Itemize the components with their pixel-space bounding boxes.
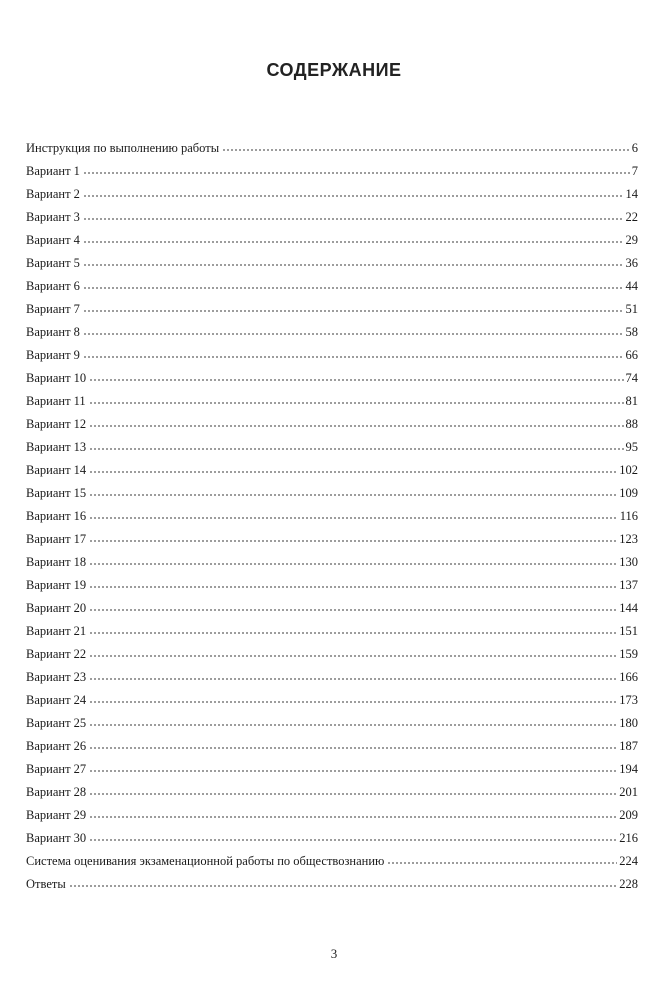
toc-entry xyxy=(26,753,638,776)
toc-entry-page: 66 xyxy=(625,348,638,362)
toc-entry-label: Вариант 5 xyxy=(26,256,80,270)
toc-dot-leader xyxy=(89,677,617,681)
toc-entry xyxy=(26,592,638,615)
toc-entry-label: Вариант 20 xyxy=(26,601,87,615)
toc-entry-label: Вариант 17 xyxy=(26,532,87,546)
toc-dot-leader xyxy=(89,769,617,773)
toc-entry-page: 194 xyxy=(619,762,638,776)
toc-entry-label: Вариант 26 xyxy=(26,739,87,753)
toc-entry xyxy=(26,454,638,477)
toc-entry xyxy=(26,385,638,408)
toc-entry-label: Вариант 2 xyxy=(26,187,80,201)
toc-entry-page: 116 xyxy=(619,509,638,523)
toc-entry xyxy=(26,155,638,178)
toc-entry xyxy=(26,776,638,799)
toc-dot-leader xyxy=(387,861,617,865)
toc-entry-label: Вариант 23 xyxy=(26,670,87,684)
toc-entry-label: Вариант 18 xyxy=(26,555,87,569)
toc-entry-label: Вариант 4 xyxy=(26,233,80,247)
toc-entry-page: 130 xyxy=(619,555,638,569)
toc-entry xyxy=(26,178,638,201)
toc-dot-leader xyxy=(83,171,630,175)
toc-entry xyxy=(26,822,638,845)
toc-entry-page: 51 xyxy=(625,302,638,316)
toc-entry xyxy=(26,661,638,684)
toc-dot-leader xyxy=(89,493,617,497)
toc-entry-page: 81 xyxy=(625,394,638,408)
toc-entry-label: Вариант 6 xyxy=(26,279,80,293)
toc-entry-page: 7 xyxy=(631,164,638,178)
toc-entry xyxy=(26,868,638,891)
toc-dot-leader xyxy=(89,378,623,382)
toc-dot-leader xyxy=(89,608,617,612)
toc-dot-leader xyxy=(89,585,617,589)
toc-entry-label: Вариант 10 xyxy=(26,371,87,385)
toc-entry xyxy=(26,638,638,661)
toc-entry-label: Вариант 1 xyxy=(26,164,80,178)
page-number: 3 xyxy=(330,946,338,961)
toc-entry-label: Вариант 14 xyxy=(26,463,87,477)
toc-entry-page: 95 xyxy=(625,440,638,454)
toc-dot-leader xyxy=(89,447,623,451)
toc-entry-label: Вариант 9 xyxy=(26,348,80,362)
toc-entry-page: 36 xyxy=(625,256,638,270)
toc-entry-label: Ответы xyxy=(26,877,66,891)
toc-entry xyxy=(26,224,638,247)
toc-dot-leader xyxy=(83,263,624,267)
toc-dot-leader xyxy=(89,562,617,566)
toc-entry-page: 44 xyxy=(625,279,638,293)
toc-entry-label: Вариант 8 xyxy=(26,325,80,339)
toc-entry-label: Вариант 7 xyxy=(26,302,80,316)
toc-dot-leader xyxy=(69,884,618,888)
toc-dot-leader xyxy=(83,332,624,336)
toc-entry-page: 88 xyxy=(625,417,638,431)
toc-entry-page: 173 xyxy=(619,693,638,707)
toc-entry-page: 144 xyxy=(619,601,638,615)
toc-entry xyxy=(26,569,638,592)
toc-entry-label: Вариант 25 xyxy=(26,716,87,730)
toc-entry xyxy=(26,362,638,385)
toc-entry xyxy=(26,684,638,707)
toc-dot-leader xyxy=(89,815,617,819)
toc-entry-label: Вариант 30 xyxy=(26,831,87,845)
toc-dot-leader xyxy=(89,723,617,727)
toc-entry xyxy=(26,799,638,822)
toc-entry-label: Вариант 28 xyxy=(26,785,87,799)
toc-entry xyxy=(26,523,638,546)
toc-entry xyxy=(26,270,638,293)
toc-entry-page: 180 xyxy=(619,716,638,730)
toc-entry-label: Вариант 27 xyxy=(26,762,87,776)
toc-entry-label: Вариант 22 xyxy=(26,647,87,661)
toc-entry xyxy=(26,730,638,753)
toc-dot-leader xyxy=(89,746,617,750)
toc-entry-label: Инструкция по выполнению работы xyxy=(26,141,220,155)
toc-entry-label: Вариант 21 xyxy=(26,624,87,638)
toc-entry-page: 14 xyxy=(625,187,638,201)
toc-entry xyxy=(26,293,638,316)
toc-entry-page: 123 xyxy=(619,532,638,546)
toc-entry-page: 109 xyxy=(619,486,638,500)
toc-entry xyxy=(26,339,638,362)
toc-dot-leader xyxy=(83,194,624,198)
toc-entry xyxy=(26,615,638,638)
toc-entry-page: 228 xyxy=(619,877,638,891)
toc-entry xyxy=(26,845,638,868)
toc-entry-label: Вариант 15 xyxy=(26,486,87,500)
toc-entry xyxy=(26,408,638,431)
toc-entry xyxy=(26,500,638,523)
toc-dot-leader xyxy=(83,240,624,244)
toc-entry xyxy=(26,201,638,224)
toc-dot-leader xyxy=(89,470,617,474)
toc-entry-label: Вариант 13 xyxy=(26,440,87,454)
toc-entry-page: 137 xyxy=(619,578,638,592)
toc-dot-leader xyxy=(222,148,630,152)
toc-entry-page: 187 xyxy=(619,739,638,753)
toc-entry-page: 29 xyxy=(625,233,638,247)
toc-entry-label: Вариант 29 xyxy=(26,808,87,822)
toc-dot-leader xyxy=(89,424,623,428)
toc-entry xyxy=(26,247,638,270)
toc-dot-leader xyxy=(83,309,624,313)
toc-entry xyxy=(26,546,638,569)
table-of-contents xyxy=(26,132,638,891)
toc-dot-leader xyxy=(83,217,624,221)
toc-entry-page: 22 xyxy=(625,210,638,224)
toc-entry-label: Вариант 11 xyxy=(26,394,86,408)
toc-dot-leader xyxy=(89,631,617,635)
toc-entry-page: 224 xyxy=(619,854,638,868)
toc-entry-label: Система оценивания экзаменационной работы по обществознанию xyxy=(26,854,385,868)
toc-entry xyxy=(26,707,638,730)
toc-entry-page: 6 xyxy=(631,141,638,155)
toc-entry xyxy=(26,132,638,155)
toc-dot-leader xyxy=(89,700,617,704)
toc-dot-leader xyxy=(83,355,624,359)
toc-entry-page: 216 xyxy=(619,831,638,845)
toc-entry-label: Вариант 12 xyxy=(26,417,87,431)
toc-entry-page: 159 xyxy=(619,647,638,661)
toc-entry-page: 151 xyxy=(619,624,638,638)
toc-entry-label: Вариант 3 xyxy=(26,210,80,224)
toc-dot-leader xyxy=(83,286,624,290)
toc-dot-leader xyxy=(89,792,617,796)
toc-entry xyxy=(26,431,638,454)
toc-entry-page: 102 xyxy=(619,463,638,477)
toc-dot-leader xyxy=(89,516,618,520)
toc-entry-page: 58 xyxy=(625,325,638,339)
toc-entry xyxy=(26,316,638,339)
toc-entry-label: Вариант 19 xyxy=(26,578,87,592)
toc-dot-leader xyxy=(89,654,617,658)
toc-entry-page: 74 xyxy=(625,371,638,385)
toc-entry-label: Вариант 16 xyxy=(26,509,87,523)
toc-dot-leader xyxy=(89,401,624,405)
toc-entry xyxy=(26,477,638,500)
toc-dot-leader xyxy=(89,539,617,543)
toc-entry-page: 209 xyxy=(619,808,638,822)
toc-dot-leader xyxy=(89,838,617,842)
page-title: СОДЕРЖАНИЕ xyxy=(266,60,402,80)
toc-entry-page: 201 xyxy=(619,785,638,799)
toc-entry-label: Вариант 24 xyxy=(26,693,87,707)
toc-entry-page: 166 xyxy=(619,670,638,684)
